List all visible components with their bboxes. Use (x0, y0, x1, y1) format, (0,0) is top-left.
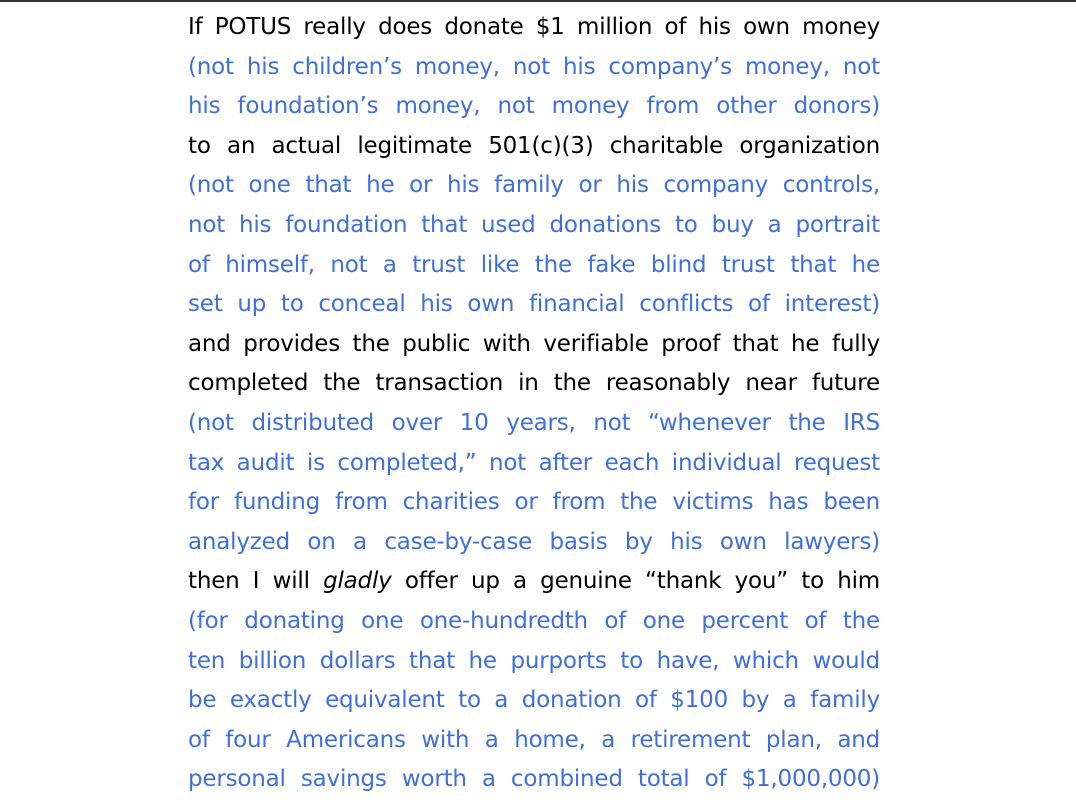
text-line-aside: be exactly equivalent to a donation of $100 by a family (188, 687, 880, 714)
emphasis-text: gladly (323, 568, 392, 595)
text-line-aside: of himself, not a trust like the fake blind trust that he (188, 251, 880, 278)
document-text (188, 8, 880, 800)
top-divider (0, 0, 1076, 2)
text-line-main: and provides the public with verifiable proof that he fully (188, 330, 880, 357)
text-segment: then I will (188, 568, 324, 595)
text-line-main (188, 562, 880, 602)
text-line-aside: of four Americans with a home, a retirement plan, and (188, 726, 880, 753)
text-line-main: completed the transaction in the reasonably near future (188, 370, 880, 397)
text-line-aside: set up to conceal his own financial conflicts of interest) (188, 291, 880, 318)
text-line-aside: (not distributed over 10 years, not “whenever the IRS (188, 409, 880, 436)
text-segment: offer up a genuine “thank you” to him (391, 568, 880, 595)
text-line-aside: for funding from charities or from the victims has been (188, 489, 880, 516)
text-line-aside: his foundation’s money, not money from other donors) (188, 93, 880, 120)
text-line-aside: ten billion dollars that he purports to have, which would (188, 647, 880, 674)
text-line-aside: (for donating one one-hundredth of one percent of the (188, 607, 880, 634)
text-line-aside: personal savings worth a combined total of $1,000,000) (188, 766, 880, 793)
text-line-aside: not his foundation that used donations to buy a portrait (188, 211, 880, 238)
text-line-main: to an actual legitimate 501(c)(3) charitable organization (188, 132, 880, 159)
text-line-main: If POTUS really does donate $1 million of his own money (188, 14, 880, 40)
text-line-aside: (not his children’s money, not his company’s money, not (188, 53, 880, 80)
text-line-aside: (not one that he or his family or his company controls, (188, 172, 880, 199)
text-line-aside: analyzed on a case-by-case basis by his own lawyers) (188, 528, 880, 555)
text-line-aside: tax audit is completed,” not after each individual request (188, 449, 880, 476)
